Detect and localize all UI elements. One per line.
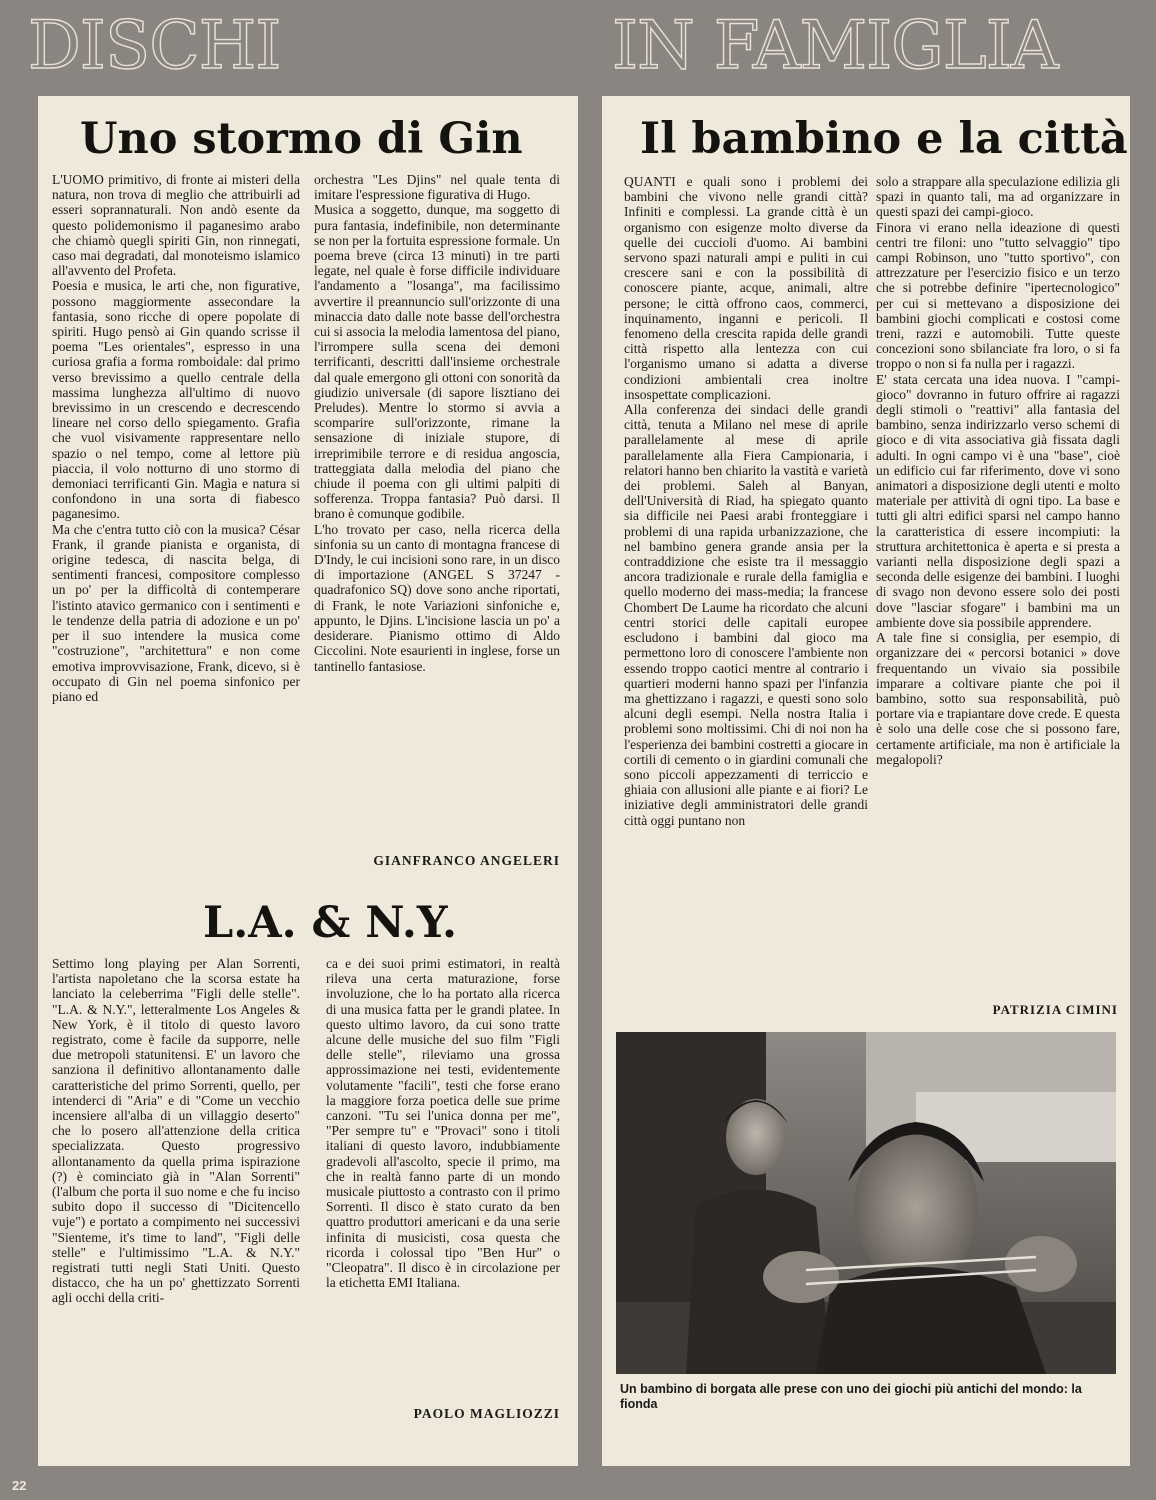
photo-boy-with-slingshot — [616, 1032, 1116, 1374]
headline-la-ny: L.A. & N.Y. — [203, 898, 457, 948]
la-column-1 — [52, 956, 300, 1436]
paragraph: orchestra "Les Djins" nel quale tenta di imitare l'espressione figurativa di Hugo. — [314, 172, 560, 203]
paragraph: Musica a soggetto, dunque, ma soggetto di pura fantasia, indefinibile, non determinante se non per la fortuita espressione formale. Un poema breve (circa 13 minuti) in tre parti legate, nel quale è forse difficile individuare l'andamento a "losanga", ma facilissimo avvertire il preannuncio sull'orizzonte di una minaccia dato dalle note basse dell'orchestra cui si associa la melodia lamentosa del piano, l'irrompere sulla scena dei demoni terrificanti, descritti dall'insieme orchestrale dal quale emergono gli ottoni con sonorità da giudizio universale (di sapore lisztiano dei Preludes). Mentre lo stormo si avvia a scomparire sull'orizzonte, rimane la sensazione di iniziale stupore, di irreprimibile terrore e di residua angoscia, tratteggiata dalla melodìa del piano che chiude il poema con gli ultimi palpiti di sofferenza. Troppa fantasia? Può darsi. Il brano è comunque godibile. — [314, 202, 560, 522]
paragraph: L'UOMO primitivo, di fronte ai misteri della natura, non trova di meglio che attribuirli ad esseri soprannaturali. Non andò esente da questo polidemonismo il paganesimo arabo che chiamò quegli spiriti Gin, non rinnegati, caso mai degradati, dal monoteismo islamico all'avvento del Profeta. — [52, 172, 300, 279]
page-number: 22 — [12, 1478, 27, 1493]
section-header-dischi: DISCHI — [28, 7, 281, 84]
paragraph: Alla conferenza dei sindaci delle grandi città, tenuta a Milano nel mese di aprile parallelamente al mese di aprile parallelamente alla Fiera Campionaria, i relatori hanno ben chiarito la vastità e varietà dei problemi. Saleh al Banyan, dell'Università di Riad, ha spiegato quanto sia difficile nei Paesi arabi fronteggiare i problemi di una rapida urbanizzazione, che nel bambino genera grande ansia per la contraddizione che esiste tra il messaggio ancora tradizionale e rurale della famiglia e quello moderno dei mass-media; la francese Chombert De Laume ha ricordato che alcuni centri storici delle capitali europee escludono i bambini dal gioco ma permettono loro di conoscere l'ambiente non essendo troppo caotici mentre al contrario i quartieri moderni hanno spazi per l'infanzia ma ghettizzano i ragazzi, e questi sono solo alcuni degli esempi. Nella nostra Italia i problemi sono moltissimi. Chi di noi non ha l'esperienza dei bambini costretti a giocare in cortili di cemento o in giardini comunali che sono piccoli appezzamenti di terriccio e ghiaia con allusioni alle piante e ai fiori? Le iniziative degli amministratori delle grandi città oggi puntano non — [624, 402, 868, 828]
gin-column-1 — [52, 172, 300, 884]
bambino-column-2 — [876, 174, 1120, 992]
paragraph: Settimo long playing per Alan Sorrenti, l'artista napoletano che la scorsa estate ha lanciato la celeberrima "Figli delle stelle". "L.A. & N.Y.", letteralmente Los Angeles & New York, è il titolo di questo lavoro registrato, come è facile da supporre, nelle due metropoli statunitensi. E' un lavoro che sanziona il definitivo allontanamento dalle caratteristiche del primo Sorrenti, quello, per intenderci di "Aria" e di "Come un vecchio incensiere all'alba di un villaggio deserto" che lo posero all'attenzione della critica specializzata. Questo progressivo allontanamento da quella prima ispirazione (?) è cominciato già in "Alan Sorrenti" (l'album che porta il suo nome e che fu inciso subito dopo il successo di "Dicitencello vuje") e portato a compimento nei successivi "Sienteme, it's time to land", "Figli delle stelle" e l'ultimissimo "L.A. & N.Y." registrati tutti negli Stati Uniti. Questo distacco, che ha un po' ghettizzato Sorrenti agli occhi della criti- — [52, 956, 300, 1306]
paragraph: solo a strappare alla speculazione edilizia gli spazi in quanto tali, ma ad organizzare in questi spazi dei campi-gioco. — [876, 174, 1120, 220]
paragraph: A tale fine si consiglia, per esempio, di organizzare dei « percorsi botanici » dove frequentando un vivaio sia possibile imparare a coltivare piante che poi il bambino, sotto sua responsabilità, può portare via e trapiantare dove crede. E questa è solo una delle cose che si possono fare, certamente artificiale, ma non è artificiale la megalopoli? — [876, 630, 1120, 767]
byline-magliozzi: PAOLO MAGLIOZZI — [413, 1406, 560, 1421]
photo-caption: Un bambino di borgata alle prese con uno dei giochi più antichi del mondo: la fionda — [620, 1382, 1082, 1411]
paragraph: E' stata cercata una idea nuova. I "campi-gioco" dovranno in futuro offrire ai ragazzi degli stimoli o "reattivi" alla fantasia del bambino, senza indirizzarlo verso schemi di gioco e di vita associativa già fissata dagli adulti. In ogni campo vi è una "base", cioè un edificio cui far riferimento, dove vi sono animatori a disposizione degli utenti e molto materiale per attività di ogni tipo. La base e tutti gli altri edifici sparsi nel campo hanno la caratteristica di essere incompiuti: la struttura architettonica è aperta e si presta a varianti nella disposizione degli spazi a seconda delle esigenze dei bambini. I luoghi di svago non devono essere solo dei posti dove "lasciar sfogare" i bambini ma un ambiente dove sia possibile apprendere. — [876, 371, 1120, 630]
headline-uno-stormo-di-gin: Uno stormo di Gin — [80, 114, 523, 164]
paragraph: QUANTI e quali sono i problemi dei bambini che vivono nelle grandi città? Infiniti e complessi. La grande città è un organismo con esigenze molto diverse da quelle dei cuccioli d'uomo. Ai bambini servono spazi naturali ampi e puliti in cui crescere sani e con la possibilità di conoscere piante, acque, animali, altre persone; le città offrono caos, commerci, inquinamento, inganni e pericoli. Il fenomeno della crescita rapida delle grandi città rispetto alla lentezza con cui l'organismo umano si adatta a diverse condizioni ambientali crea inoltre insospettate complicazioni. — [624, 174, 868, 402]
paragraph: L'ho trovato per caso, nella ricerca della sinfonia su un canto di montagna francese di D'Indy, le cui incisioni sono rare, in un disco di importazione (ANGEL S 37247 - quadrafonico SQ) dove sono anche riportati, di Frank, le note Variazioni sinfoniche e, appunto, le Djins. L'incisione lascia un po' a desiderare. Pianismo ottimo di Aldo Ciccolini. Note esaurienti in inglese, forse un tantinello fantasiose. — [314, 521, 560, 674]
photo-illustration — [616, 1032, 1116, 1374]
left-article-panel — [38, 96, 578, 1466]
paragraph: Ma che c'entra tutto ciò con la musica? César Frank, il grande pianista e organista, di origine tedesca, di nascita belga, di sentimenti francesi, compositore complesso un po' per la difficoltà di contemperare l'istinto atavico germanico con i sentimenti e le tendenze della patria di adozione e un po' per il suo intendere la musica come "costruzione", "architettura" e non come emotiva improvvisazione, Frank, dicevo, si è occupato di Gin nel poema sinfonico per piano ed — [52, 521, 300, 704]
gin-column-2 — [314, 172, 560, 844]
bambino-column-1 — [624, 174, 868, 1006]
paragraph: Poesia e musica, le arti che, non figurative, possono maggiormente assecondare la fantasia, sono ricche di opere popolate di spiriti. Hugo pensò ai Gin quando scrisse il poema "Les orientales", espresso in una curiosa grafia a forma romboidale: dal primo verso brevissimo a quello centrale della massima lunghezza all'ultimo di nuovo brevissimo in un crescendo e decrescendo lineare nel corso dello spiegamento. Grafia che vuol visivamente rappresentare nello spazio o nel tempo, come al lettore più piaccia, il volo notturno di uno stormo di demoniaci terrificanti Gin. Magìa e natura si confondono in una sorta di fiabesco paganesimo. — [52, 278, 300, 522]
la-column-2 — [326, 956, 560, 1396]
byline-angeleri: GIANFRANCO ANGELERI — [373, 853, 560, 868]
headline-il-bambino-e-la-citta: Il bambino e la città — [640, 114, 1128, 164]
paragraph: Finora vi erano nella ideazione di questi centri tre filoni: uno "tutto selvaggio" tipo campi Robinson, uno "tutto sportivo", con attrezzature per l'esercizio fisico e un terzo che si potrebbe definire "ipertecnologico" per cui si mettevano a disposizione dei bambini giochi complicati e costosi come treni, razzi e automobili. Tutte queste concezioni sono sbilanciate fra loro, o si fa troppo o non si fa nulla per i ragazzi. — [876, 219, 1120, 372]
byline-cimini: PATRIZIA CIMINI — [992, 1002, 1118, 1017]
section-header-in-famiglia: IN FAMIGLIA — [612, 7, 1058, 84]
right-article-panel — [602, 96, 1130, 1466]
paragraph: ca e dei suoi primi estimatori, in realtà rileva una certa maturazione, forse involuzione, che lo ha portato alla ricerca di una musica fatta per le grandi platee. In questo ultimo lavoro, da cui sono tratte alcune delle musiche del suo film "Figli delle stelle", rileviamo una grossa approssimazione nei testi, evidentemente volutamente "facili", testi che forse erano la maggiore forza poetica delle sue prime canzoni. "Tu sei l'unica donna per me", "Per sempre tu" e "Provaci" sono i titoli italiani di questo lavoro, indubbiamente gradevoli all'ascolto, specie il primo, ma che in realtà fanno parte di un mondo musicale piuttosto a contrasto con il primo Sorrenti. Il disco è stato curato da ben quattro produttori americani e da una serie infinita di musicisti, cosa questa che ricorda i colossal tipo "Ben Hur" o "Cleopatra". Il disco è in circolazione per la etichetta EMI Italiana. — [326, 956, 560, 1291]
